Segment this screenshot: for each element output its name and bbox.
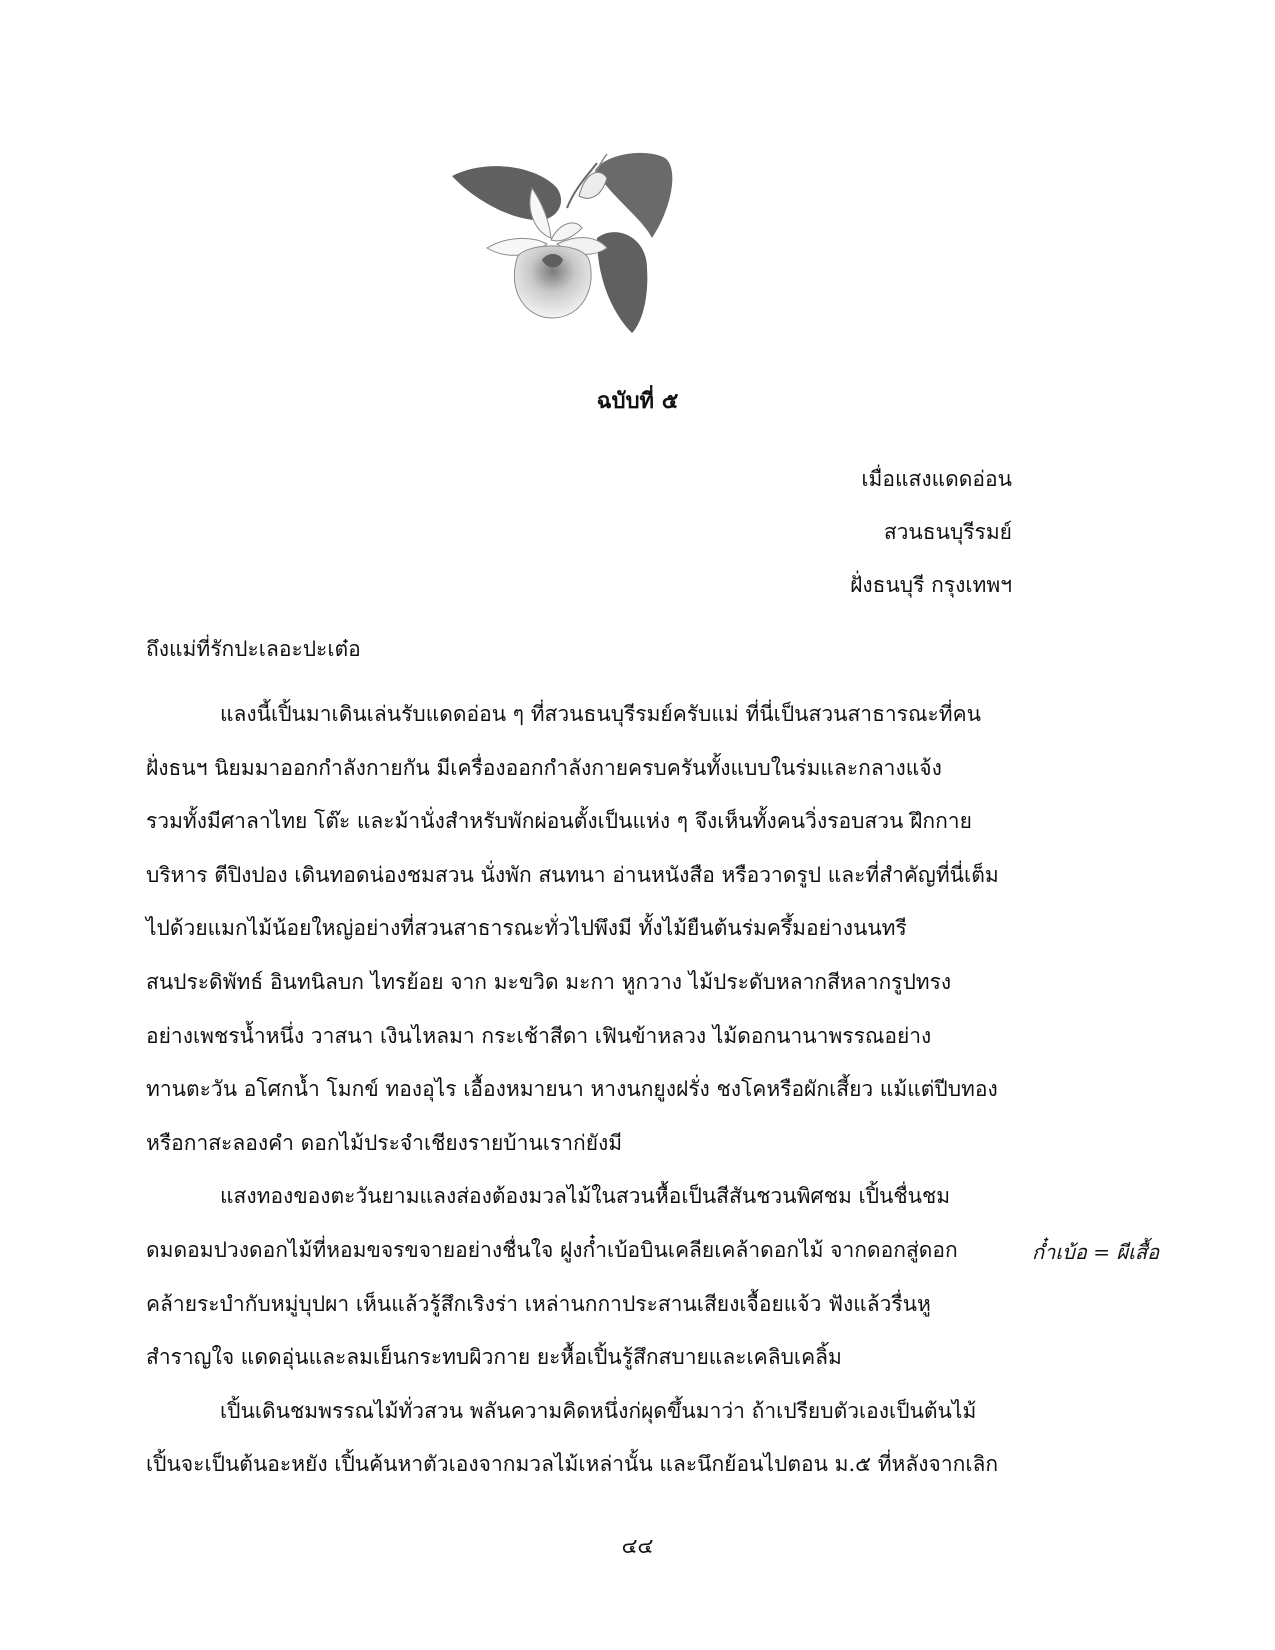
margin-note: ก๋ำเบ้อ = ผีเสื้อ (1032, 1240, 1160, 1264)
paragraph-line: ฝั่งธนฯ นิยมมาออกกำลังกายกัน มีเครื่องออกกำลังกายครบครันทั้งแบบในร่มและกลางแจ้ง (146, 755, 942, 780)
letter-body (146, 688, 1146, 1492)
paragraph-line: แสงทองของตะวันยามแลงส่องต้องมวลไม้ในสวนหื้อเป็นสีสันชวนพิศชม เปิ้นชื่นชม (220, 1184, 951, 1209)
paragraph-line: รวมทั้งมีศาลาไทย โต๊ะ และม้านั่งสำหรับพักผ่อนตั้งเป็นแห่ง ๆ จึงเห็นทั้งคนวิ่งรอบสวน ฝึกกาย (146, 809, 972, 834)
paragraph-line: ดมดอมปวงดอกไม้ที่หอมขจรขจายอย่างชื่นใจ ฝูงก๋ำเบ้อบินเคลียเคล้าดอกไม้ จากดอกสู่ดอก (146, 1237, 958, 1262)
orchid-illustration (447, 148, 702, 343)
paragraph-line: แลงนี้เปิ้นมาเดินเล่นรับแดดอ่อน ๆ ที่สวนธนบุรีรมย์ครับแม่ ที่นี่เป็นสวนสาธารณะที่คน (220, 702, 981, 726)
letter-greeting: ถึงแม่ที่รักปะเลอะปะเต๋อ (146, 637, 361, 661)
paragraph-line: คล้ายระบำกับหมู่บุปผา เห็นแล้วรู้สึกเริงร่า เหล่านกกาประสานเสียงเจื้อยแจ้ว ฟังแล้วรื่นหู (146, 1291, 931, 1316)
paragraph-line: หรือกาสะลองคำ ดอกไม้ประจำเชียงรายบ้านเราก่ยังมี (146, 1130, 623, 1155)
paragraph-line: เปิ้นเดินชมพรรณไม้ทั่วสวน พลันความคิดหนึ่งก่ผุดขึ้นมาว่า ถ้าเปรียบตัวเองเป็นต้นไม้ (220, 1398, 977, 1423)
page-number: ๔๔ (621, 1534, 654, 1558)
paragraph-line: สนประดิพัทธ์ อินทนิลบก ไทรย้อย จาก มะขวิด มะกา หูกวาง ไม้ประดับหลากสีหลากรูปทรง (146, 969, 952, 994)
paragraph-line: อย่างเพชรน้ำหนึ่ง วาสนา เงินไหลมา กระเช้าสีดา เฟินข้าหลวง ไม้ดอกนานาพรรณอย่าง (146, 1023, 932, 1048)
paragraph-line: ไปด้วยแมกไม้น้อยใหญ่อย่างที่สวนสาธารณะทั่วไปพึงมี ทั้งไม้ยืนต้นร่มครึ้มอย่างนนทรี (146, 916, 907, 941)
paragraph-line: สำราญใจ แดดอุ่นและลมเย็นกระทบผิวกาย ยะหื้อเปิ้นรู้สึกสบายและเคลิบเคลิ้ม (146, 1345, 842, 1370)
address-line: เมื่อแสงแดดอ่อน (861, 467, 1012, 491)
address-line: ฝั่งธนบุรี กรุงเทพฯ (850, 573, 1012, 597)
paragraph-line: เปิ้นจะเป็นต้นอะหยัง เปิ้นค้นหาตัวเองจากมวลไม้เหล่านั้น และนึกย้อนไปตอน ม.๕ ที่หลังจากเลิก (146, 1452, 999, 1477)
letter-address (850, 453, 1012, 612)
paragraph-line: ทานตะวัน อโศกน้ำ โมกข์ ทองอุไร เอื้องหมายนา หางนกยูงฝรั่ง ชงโคหรือผักเสี้ยว แม้แต่ปีบทอง (146, 1077, 998, 1102)
chapter-title: ฉบับที่ ๕ (596, 388, 679, 414)
address-line: สวนธนบุรีรมย์ (883, 520, 1012, 544)
paragraph-line: บริหาร ตีปิงปอง เดินทอดน่องชมสวน นั่งพัก สนทนา อ่านหนังสือ หรือวาดรูป และที่สำคัญที่นี่เต็ม (146, 862, 999, 887)
